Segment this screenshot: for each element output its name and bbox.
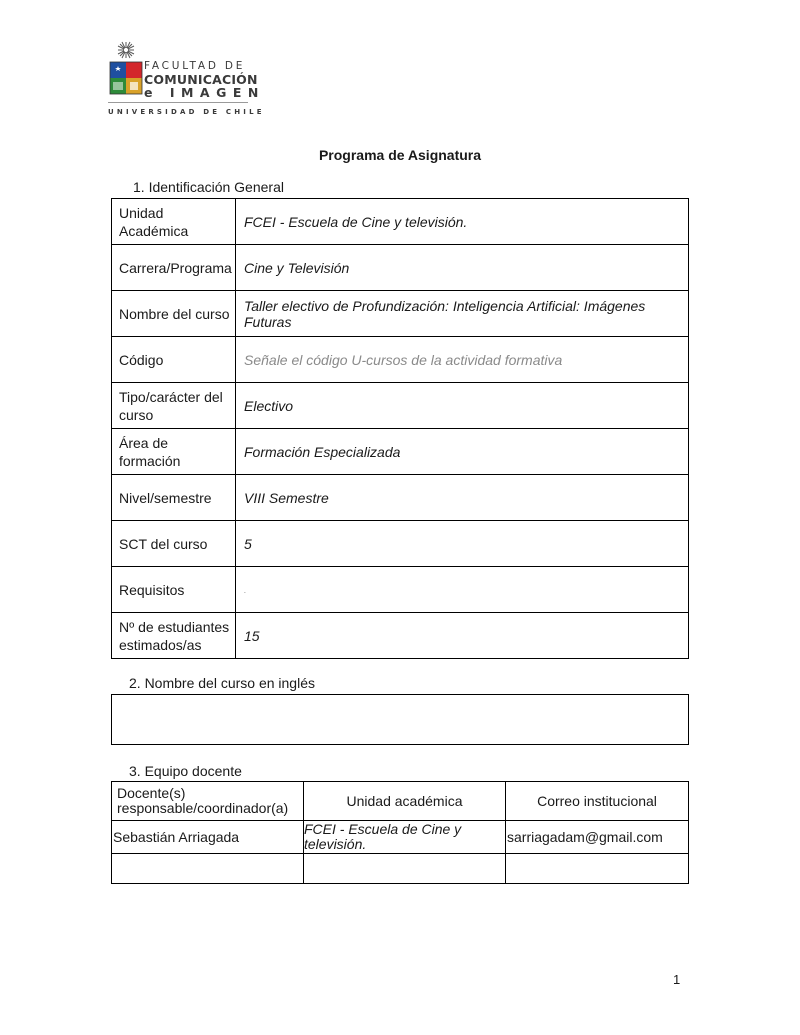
table-row (112, 613, 689, 659)
row-value: 5 (236, 521, 689, 567)
column-header-docente: Docente(s) responsable/coordinador(a) (112, 782, 304, 821)
table-row (112, 695, 689, 745)
row-label: Requisitos (112, 567, 236, 613)
row-label: Unidad Académica (112, 199, 236, 245)
section3-heading: 3. Equipo docente (129, 763, 242, 779)
logo-text-faculty: FACULTAD DE (144, 60, 246, 72)
table-row (112, 567, 689, 613)
logo-text-communication: COMUNICACIÓN (144, 72, 258, 87)
row-value: VIII Semestre (236, 475, 689, 521)
cell-docente: Sebastián Arriagada (112, 821, 304, 854)
table-row (112, 383, 689, 429)
teaching-team-table (111, 781, 689, 884)
column-header-correo: Correo institucional (506, 782, 689, 821)
row-label: Nivel/semestre (112, 475, 236, 521)
row-value: Cine y Televisión (236, 245, 689, 291)
row-value: Taller electivo de Profundización: Inteligencia Artificial: Imágenes Futuras (236, 291, 689, 337)
table-row (112, 821, 689, 854)
row-label: Nombre del curso (112, 291, 236, 337)
university-crest-icon (108, 40, 144, 100)
section2-heading: 2. Nombre del curso en inglés (129, 675, 315, 691)
row-label: Código (112, 337, 236, 383)
row-label: Nº de estudiantes estimados/as (112, 613, 236, 659)
row-label: SCT del curso (112, 521, 236, 567)
table-row (112, 337, 689, 383)
section1-heading: 1. Identificación General (133, 179, 284, 195)
table-row (112, 854, 689, 884)
row-value: . (236, 567, 689, 613)
row-value: 15 (236, 613, 689, 659)
logo-divider (108, 102, 248, 103)
row-value: Electivo (236, 383, 689, 429)
english-course-name-table (111, 694, 689, 745)
row-value-placeholder: Señale el código U-cursos de la actividad formativa (236, 337, 689, 383)
faculty-logo (108, 40, 265, 118)
cell-docente (112, 854, 304, 884)
row-label: Área de formación (112, 429, 236, 475)
table-row (112, 245, 689, 291)
english-course-name-cell (112, 695, 689, 745)
logo-text-image: e IMAGEN (144, 85, 265, 100)
cell-correo: sarriagadam@gmail.com (506, 821, 689, 854)
table-row (112, 291, 689, 337)
document-title: Programa de Asignatura (318, 147, 482, 163)
table-header-row (112, 782, 689, 821)
column-header-unidad: Unidad académica (304, 782, 506, 821)
row-label: Tipo/carácter del curso (112, 383, 236, 429)
row-value: Formación Especializada (236, 429, 689, 475)
cell-correo (506, 854, 689, 884)
table-row (112, 429, 689, 475)
row-value: FCEI - Escuela de Cine y televisión. (236, 199, 689, 245)
table-row (112, 521, 689, 567)
page-number: 1 (673, 972, 681, 987)
row-label: Carrera/Programa (112, 245, 236, 291)
cell-unidad (304, 854, 506, 884)
logo-text-university: UNIVERSIDAD DE CHILE (108, 108, 265, 116)
general-identification-table (111, 198, 689, 659)
table-row (112, 475, 689, 521)
table-row (112, 199, 689, 245)
cell-unidad: FCEI - Escuela de Cine y televisión. (304, 821, 506, 854)
